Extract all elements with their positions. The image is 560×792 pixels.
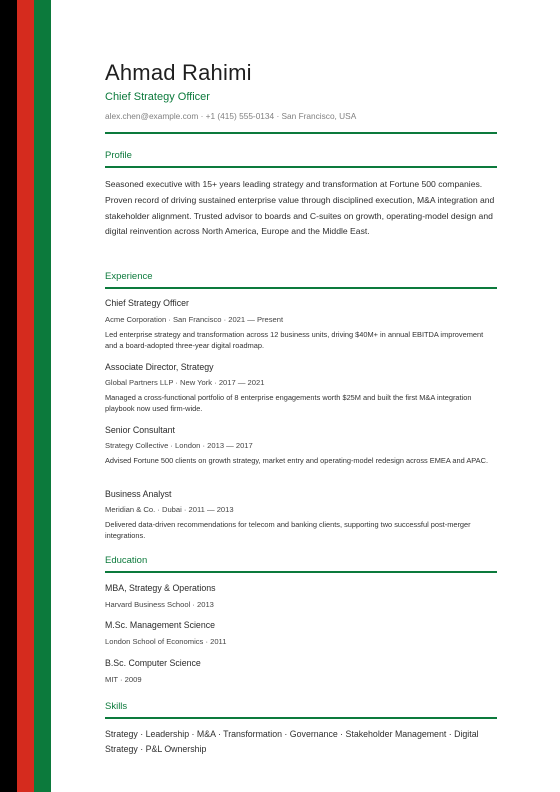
job-meta: Global Partners LLP · New York · 2017 — 2021: [105, 378, 265, 387]
job-title: Chief Strategy Officer: [105, 298, 189, 308]
degree-meta: MIT · 2009: [105, 675, 142, 684]
job-meta: Acme Corporation · San Francisco · 2021 — Present: [105, 315, 284, 324]
job-description: Managed a cross-functional portfolio of 8 enterprise engagements worth $25M and built the first M&A integration playbook now used firm-wide.: [105, 393, 472, 413]
degree-title: MBA, Strategy & Operations: [105, 583, 216, 593]
skills-list: Strategy · Leadership · M&A · Transformation · Governance · Stakeholder Management · Digital Strategy · P&L Ownership: [105, 729, 479, 754]
job-title: Business Analyst: [105, 489, 172, 499]
job-description: Delivered data-driven recommendations for telecom and banking clients, supporting two successful post-merger integrations.: [105, 520, 471, 540]
job-description: Advised Fortune 500 clients on growth strategy, market entry and operating-model redesign across EMEA and APAC.: [105, 456, 489, 465]
contact-line: alex.chen@example.com · +1 (415) 555-0134 · San Francisco, USA: [105, 111, 357, 121]
flag-stripe-red: [17, 0, 34, 792]
job-title: Senior Consultant: [105, 425, 175, 435]
section-title-profile: Profile: [105, 150, 132, 161]
section-divider: [105, 571, 497, 573]
degree-title: M.Sc. Management Science: [105, 620, 216, 630]
job-meta: Meridian & Co. · Dubai · 2011 — 2013: [105, 505, 234, 514]
job-title: Associate Director, Strategy: [105, 362, 214, 372]
degree-meta: Harvard Business School · 2013: [105, 600, 214, 609]
job-description: Led enterprise strategy and transformation across 12 business units, driving $40M+ in annual EBITDA improvement and a board-adopted three-year digital roadmap.: [105, 330, 484, 350]
section-divider: [105, 287, 497, 289]
degree-meta: London School of Economics · 2011: [105, 637, 227, 646]
candidate-role: Chief Strategy Officer: [105, 91, 210, 103]
section-title-skills: Skills: [105, 701, 128, 712]
section-divider: [105, 132, 497, 134]
profile-summary: Seasoned executive with 15+ years leading strategy and transformation at Fortune 500 companies. Proven record of driving sustained enterprise value through disciplined execution, M&A integration and stakeholder alignment. Trusted advisor to boards and C-suites on growth, operating-model design and digital reinvention across North America, Europe and the Middle East.: [105, 179, 495, 237]
candidate-name: Ahmad Rahimi: [105, 60, 252, 85]
flag-stripe-green: [34, 0, 51, 792]
section-title-experience: Experience: [105, 271, 153, 282]
section-divider: [105, 166, 497, 168]
degree-title: B.Sc. Computer Science: [105, 658, 201, 668]
section-title-education: Education: [105, 555, 148, 566]
job-meta: Strategy Collective · London · 2013 — 2017: [105, 441, 253, 450]
flag-stripe-black: [0, 0, 17, 792]
section-divider: [105, 717, 497, 719]
